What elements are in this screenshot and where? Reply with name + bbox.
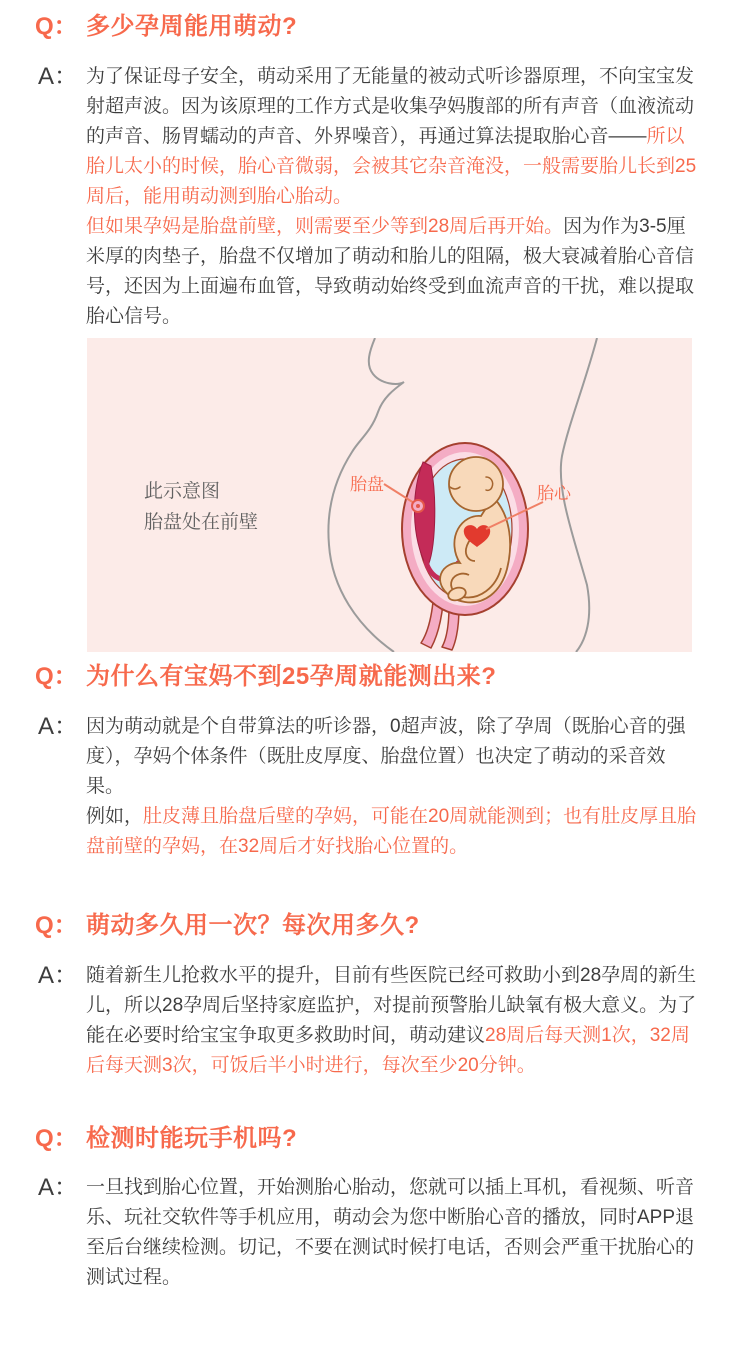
placenta-marker-center [416,504,420,508]
answer-2-row [38,712,700,862]
womb-illustration [87,338,692,652]
answer-segment: 因为萌动就是个自带算法的听诊器，0超声波，除了孕周（既胎心音的强度），孕妈个体条件（既肚皮厚度、胎盘位置）也决定了萌动的采音效果。 [86,716,686,797]
answer-3-row [38,961,700,1081]
q-mark: Q： [35,1125,78,1152]
answer-2-text [86,712,700,862]
question-4-row [35,1124,725,1154]
diagram-caption-line1: 此示意图 [144,481,221,502]
answer-segment: 一旦找到胎心位置，开始测胎心胎动，您就可以插上耳机，看视频、听音乐、玩社交软件等手机应用，萌动会为您中断胎心音的播放，同时APP退至后台继续检测。切记，不要在测试时候打电话，否则会严重干扰胎心的测试过程。 [86,1177,695,1288]
diagram-caption-line2: 胎盘处在前壁 [144,512,259,533]
answer-segment: 随着新生儿抢救水平的提升，目前有些医院已经可救助小到28孕周的新生儿，所以28孕周后坚持家庭监护，对提前预警胎儿缺氧有极大意义。为了能在必要时给宝宝争取更多救助时间，萌动建议 [86,965,697,1046]
question-1-row [35,12,725,42]
answer-segment: 28周后每天测1次，32周后每天测3次，可饭后半小时进行，每次至少20分钟。 [86,1025,690,1076]
q-mark: Q： [35,663,78,690]
answer-segment: 肚皮薄且胎盘后壁的孕妈，可能在20周就能测到；也有肚皮厚且胎盘前壁的孕妈，在32周后才好找胎心位置的。 [86,806,697,857]
answer-segment: 例如， [86,806,144,827]
placenta-label: 胎盘 [350,475,384,494]
answer-1-row [38,62,700,332]
a-mark: A： [38,713,79,740]
question-1-title: 多少孕周能用萌动? [86,13,298,40]
question-2-row [35,662,725,692]
answer-4-text [86,1173,700,1293]
answer-segment: 但如果孕妈是胎盘前壁，则需要至少等到28周后再开始。 [86,216,564,237]
fetus-head [449,457,503,511]
question-3-title: 萌动多久用一次？每次用多久? [86,912,420,939]
q-mark: Q： [35,912,78,939]
answer-3-text [86,961,700,1081]
q-mark: Q： [35,13,78,40]
question-2-title: 为什么有宝妈不到25孕周就能测出来? [86,663,497,690]
diagram-caption [144,476,258,538]
heart-label: 胎心 [537,484,571,503]
answer-segment: 因为作为3-5厘米厚的肉垫子，胎盘不仅增加了萌动和胎儿的阻隔，极大衰减着胎心音信号，还因为上面遍布血管，导致萌动始终受到血流声音的干扰，难以提取胎心信号。 [86,216,695,327]
answer-4-row [38,1173,700,1293]
question-3-row [35,911,725,941]
answer-1-text [86,62,700,332]
question-4-title: 检测时能玩手机吗? [86,1125,298,1152]
belly-front-outline [328,338,404,652]
a-mark: A： [38,962,79,989]
a-mark: A： [38,63,79,90]
answer-segment: 为了保证母子安全，萌动采用了无能量的被动式听诊器原理，不向宝宝发射超声波。因为该原理的工作方式是收集孕妈腹部的所有声音（血液流动的声音、肠胃蠕动的声音、外界噪音），再通过算法提取胎心音—— [86,66,695,147]
a-mark: A： [38,1174,79,1201]
answer-segment: 所以胎儿太小的时候，胎心音微弱，会被其它杂音淹没，一般需要胎儿长到25周后，能用萌动测到胎心胎动。 [86,126,697,207]
